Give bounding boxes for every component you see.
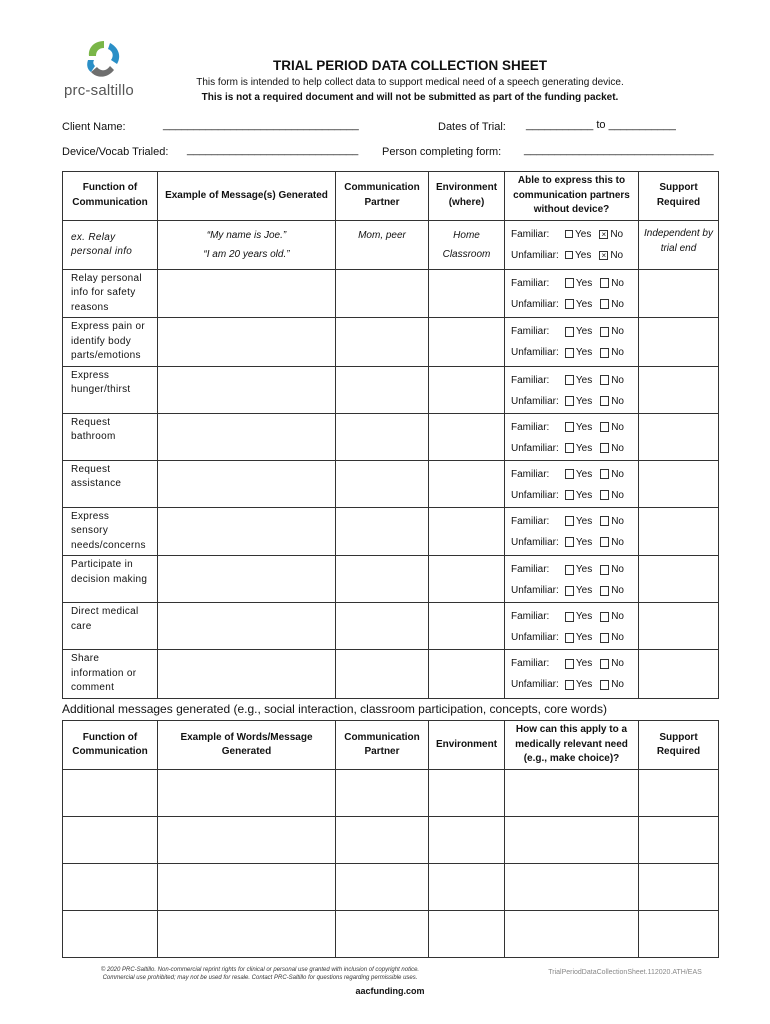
no-label: No xyxy=(611,277,624,289)
support-cell[interactable] xyxy=(639,413,719,460)
yes-label: Yes xyxy=(575,326,593,337)
environment-cell[interactable] xyxy=(429,318,505,367)
partner-cell[interactable] xyxy=(336,507,429,556)
no-label: No xyxy=(611,489,624,501)
message-cell[interactable] xyxy=(158,770,336,817)
able-cell xyxy=(505,318,639,367)
able-cell xyxy=(505,650,639,699)
checkbox-icon[interactable] xyxy=(600,659,609,669)
familiar-label: Familiar: xyxy=(511,611,550,622)
medical-need-cell[interactable] xyxy=(505,864,639,911)
message-cell[interactable] xyxy=(158,911,336,958)
table-row xyxy=(63,817,719,864)
example-row xyxy=(63,220,719,269)
table-header-row xyxy=(63,721,719,770)
yes-label: Yes xyxy=(575,249,592,261)
header-environment: Environment (where) xyxy=(429,172,505,221)
environment-cell[interactable] xyxy=(429,650,505,699)
no-label: No xyxy=(611,468,624,480)
function-cell[interactable] xyxy=(63,770,158,817)
person-completing-line[interactable]: _______________________________ xyxy=(524,144,714,156)
familiar-label: Familiar: xyxy=(511,374,550,386)
familiar-label: Familiar: xyxy=(511,658,550,669)
support-cell[interactable] xyxy=(639,556,719,603)
person-completing-label: Person completing form: xyxy=(382,146,502,158)
checkbox-icon[interactable] xyxy=(600,490,609,500)
yes-label: Yes xyxy=(575,347,593,358)
no-label: No xyxy=(611,326,624,337)
partner-cell[interactable] xyxy=(336,817,429,864)
no-label: No xyxy=(611,536,624,548)
unfamiliar-label: Unfamiliar: xyxy=(511,347,559,358)
page-disclaimer: This is not a required document and will not be submitted as part of the funding packet. xyxy=(201,92,619,103)
partner-cell[interactable] xyxy=(336,770,429,817)
dates-of-trial-line[interactable]: ___________ to ___________ xyxy=(526,119,676,131)
table-row xyxy=(63,864,719,911)
checkbox-icon[interactable] xyxy=(565,422,574,432)
no-label: No xyxy=(611,679,624,690)
partner-cell[interactable] xyxy=(336,366,429,413)
table-row xyxy=(63,366,719,413)
dates-of-trial-label: Dates of Trial: xyxy=(438,121,506,133)
function-cell: Participate in decision making xyxy=(63,556,158,603)
prc-saltillo-logo xyxy=(62,38,152,100)
header-support: Support Required xyxy=(639,172,719,221)
checkbox-icon[interactable] xyxy=(565,443,574,453)
table-row xyxy=(63,650,719,699)
familiar-label: Familiar: xyxy=(511,515,550,527)
checkbox-icon[interactable] xyxy=(600,327,609,337)
table-row xyxy=(63,507,719,556)
environment-cell[interactable] xyxy=(429,413,505,460)
client-name-label: Client Name: xyxy=(62,121,126,133)
table-header-row xyxy=(63,172,719,221)
partner-cell[interactable] xyxy=(336,413,429,460)
yes-label: Yes xyxy=(575,611,593,622)
checkbox-icon[interactable] xyxy=(565,278,574,288)
yes-label: Yes xyxy=(575,468,593,480)
yes-label: Yes xyxy=(575,564,593,575)
familiar-label: Familiar: xyxy=(511,277,550,289)
unfamiliar-label: Unfamiliar: xyxy=(511,249,559,261)
checkbox-icon[interactable] xyxy=(565,680,574,690)
header-medical-need: How can this apply to a medically relevant need (e.g., make choice)? xyxy=(505,721,639,770)
client-name-line[interactable]: ________________________________ xyxy=(163,119,359,131)
checkbox-icon[interactable] xyxy=(600,516,609,526)
table-row xyxy=(63,556,719,603)
table-row xyxy=(63,269,719,318)
checked-checkbox-icon[interactable]: × xyxy=(599,251,608,260)
support-cell[interactable] xyxy=(639,507,719,556)
yes-label: Yes xyxy=(575,228,592,240)
copyright-line-2: Commercial use prohibited; may not be used for resale. Contact PRC-Saltillo for questions regarding permissible uses. xyxy=(102,975,418,982)
familiar-label: Familiar: xyxy=(511,326,550,337)
table-row xyxy=(63,460,719,507)
checkbox-icon[interactable] xyxy=(565,565,574,575)
function-cell: Share information or comment xyxy=(63,650,158,699)
yes-label: Yes xyxy=(575,632,593,643)
function-cell[interactable] xyxy=(63,817,158,864)
familiar-label: Familiar: xyxy=(511,468,550,480)
function-cell[interactable] xyxy=(63,864,158,911)
partner-cell[interactable] xyxy=(336,269,429,318)
unfamiliar-label: Unfamiliar: xyxy=(511,536,559,548)
logo-text: prc-saltillo xyxy=(64,82,134,99)
page-title: TRIAL PERIOD DATA COLLECTION SHEET xyxy=(272,58,547,73)
trial-data-table xyxy=(62,171,719,699)
checkbox-icon[interactable] xyxy=(565,586,574,596)
yes-label: Yes xyxy=(575,658,593,669)
footer-site-link[interactable]: aacfunding.com xyxy=(355,986,425,996)
no-label: No xyxy=(611,611,624,622)
checkbox-icon[interactable] xyxy=(565,327,574,337)
checkbox-icon[interactable] xyxy=(565,633,574,643)
function-cell: Relay personal info for safety reasons xyxy=(63,269,158,318)
function-cell: Express hunger/thirst xyxy=(63,366,158,413)
message-cell[interactable] xyxy=(158,817,336,864)
function-cell[interactable] xyxy=(63,911,158,958)
checkbox-icon[interactable] xyxy=(600,278,609,288)
example-environment xyxy=(429,220,505,269)
example-message xyxy=(158,220,336,269)
able-cell xyxy=(505,413,639,460)
support-cell[interactable] xyxy=(639,318,719,367)
example-environment-2: Classroom xyxy=(442,248,491,260)
partner-cell[interactable] xyxy=(336,603,429,650)
additional-messages-table xyxy=(62,720,719,958)
example-function: ex. Relay personal info xyxy=(63,220,158,269)
checkbox-icon[interactable] xyxy=(565,516,574,526)
yes-label: Yes xyxy=(575,298,593,310)
function-cell: Request bathroom xyxy=(63,413,158,460)
document-id: TrialPeriodDataCollectionSheet.112020.ATH/EAS xyxy=(548,969,702,976)
checkbox-icon[interactable] xyxy=(600,299,609,309)
header-able-to-express: Able to express this to communication partners without device? xyxy=(505,172,639,221)
checkbox-icon[interactable] xyxy=(600,612,609,622)
environment-cell[interactable] xyxy=(429,269,505,318)
yes-label: Yes xyxy=(575,536,593,548)
copyright-line-1: © 2020 PRC-Saltillo. Non-commercial reprint rights for clinical or personal use granted with inclusion of copyright notice. xyxy=(100,967,420,973)
environment-cell[interactable] xyxy=(429,366,505,413)
table-row xyxy=(63,413,719,460)
checkbox-icon[interactable] xyxy=(600,537,609,547)
example-message-2: “I am 20 years old.” xyxy=(203,248,290,260)
support-cell[interactable] xyxy=(639,460,719,507)
environment-cell[interactable] xyxy=(429,817,505,864)
environment-cell[interactable] xyxy=(429,556,505,603)
table-row xyxy=(63,603,719,650)
checkbox-icon[interactable] xyxy=(565,490,574,500)
checkbox-icon[interactable] xyxy=(600,422,609,432)
checkbox-icon[interactable] xyxy=(565,537,574,547)
unfamiliar-label: Unfamiliar: xyxy=(511,679,559,690)
function-cell: Express pain or identify body parts/emotions xyxy=(63,318,158,367)
no-label: No xyxy=(611,347,624,358)
device-vocab-line[interactable]: ____________________________ xyxy=(187,144,359,156)
header-example: Example of Words/Message Generated xyxy=(158,721,336,770)
example-support: Independent by trial end xyxy=(639,220,719,269)
function-cell: Request assistance xyxy=(63,460,158,507)
medical-need-cell[interactable] xyxy=(505,911,639,958)
additional-messages-label: Additional messages generated (e.g., social interaction, classroom participation, concepts, core words) xyxy=(62,702,607,716)
example-environment-1: Home xyxy=(453,229,480,241)
header-function: Function of Communication xyxy=(63,721,158,770)
no-label: No xyxy=(610,249,624,261)
table-row xyxy=(63,911,719,958)
logo-mark-icon xyxy=(80,38,128,82)
checkbox-icon[interactable] xyxy=(600,565,609,575)
checkbox-icon[interactable] xyxy=(600,469,609,479)
partner-cell[interactable] xyxy=(336,318,429,367)
unfamiliar-label: Unfamiliar: xyxy=(511,298,559,310)
no-label: No xyxy=(611,298,624,310)
message-cell[interactable] xyxy=(158,413,336,460)
no-label: No xyxy=(611,585,624,596)
environment-cell[interactable] xyxy=(429,460,505,507)
no-label: No xyxy=(611,658,624,669)
environment-cell[interactable] xyxy=(429,911,505,958)
support-cell[interactable] xyxy=(639,650,719,699)
table-row xyxy=(63,770,719,817)
message-cell[interactable] xyxy=(158,318,336,367)
checkbox-icon[interactable] xyxy=(600,443,609,453)
checkbox-icon[interactable] xyxy=(565,375,574,385)
checkbox-icon[interactable] xyxy=(565,348,574,358)
copyright-notice xyxy=(70,966,450,983)
message-cell[interactable] xyxy=(158,556,336,603)
able-cell xyxy=(505,366,639,413)
medical-need-cell[interactable] xyxy=(505,817,639,864)
yes-label: Yes xyxy=(575,374,593,386)
environment-cell[interactable] xyxy=(429,507,505,556)
unfamiliar-label: Unfamiliar: xyxy=(511,442,559,454)
checkbox-icon[interactable] xyxy=(565,299,574,309)
yes-label: Yes xyxy=(575,515,593,527)
yes-label: Yes xyxy=(575,442,593,454)
header-partner: Communication Partner xyxy=(336,172,429,221)
header-function: Function of Communication xyxy=(63,172,158,221)
message-cell[interactable] xyxy=(158,269,336,318)
checkbox-icon[interactable] xyxy=(600,396,609,406)
able-cell xyxy=(505,603,639,650)
header-example: Example of Message(s) Generated xyxy=(158,172,336,221)
yes-label: Yes xyxy=(575,421,593,433)
checkbox-icon[interactable] xyxy=(600,586,609,596)
checkbox-icon[interactable] xyxy=(565,612,574,622)
environment-cell[interactable] xyxy=(429,603,505,650)
able-cell xyxy=(505,269,639,318)
able-cell xyxy=(505,556,639,603)
yes-label: Yes xyxy=(575,395,593,407)
support-cell[interactable] xyxy=(639,366,719,413)
unfamiliar-label: Unfamiliar: xyxy=(511,489,559,501)
checkbox-icon[interactable] xyxy=(565,230,573,238)
checkbox-icon[interactable] xyxy=(565,251,573,259)
able-cell xyxy=(505,460,639,507)
header-partner: Communication Partner xyxy=(336,721,429,770)
checkbox-icon[interactable] xyxy=(565,469,574,479)
partner-cell[interactable] xyxy=(336,460,429,507)
yes-label: Yes xyxy=(575,679,593,690)
unfamiliar-label: Unfamiliar: xyxy=(511,395,559,407)
familiar-label: Familiar: xyxy=(511,421,550,433)
function-cell: Express sensory needs/concerns xyxy=(63,507,158,556)
no-label: No xyxy=(611,515,624,527)
page-subtitle: This form is intended to help collect data to support medical need of a speech generating device. xyxy=(196,77,624,88)
no-label: No xyxy=(611,421,624,433)
no-label: No xyxy=(610,228,624,240)
familiar-label: Familiar: xyxy=(511,564,550,575)
message-cell[interactable] xyxy=(158,460,336,507)
no-label: No xyxy=(611,632,624,643)
message-cell[interactable] xyxy=(158,864,336,911)
medical-need-cell[interactable] xyxy=(505,770,639,817)
no-label: No xyxy=(611,395,624,407)
partner-cell[interactable] xyxy=(336,650,429,699)
no-label: No xyxy=(611,374,624,386)
environment-cell[interactable] xyxy=(429,864,505,911)
checkbox-icon[interactable] xyxy=(565,396,574,406)
checkbox-icon[interactable] xyxy=(565,659,574,669)
checkbox-icon[interactable] xyxy=(600,680,609,690)
message-cell[interactable] xyxy=(158,603,336,650)
support-cell[interactable] xyxy=(639,603,719,650)
support-cell[interactable] xyxy=(639,817,719,864)
support-cell[interactable] xyxy=(639,911,719,958)
partner-cell[interactable] xyxy=(336,556,429,603)
device-vocab-label: Device/Vocab Trialed: xyxy=(62,146,169,158)
message-cell[interactable] xyxy=(158,366,336,413)
message-cell[interactable] xyxy=(158,507,336,556)
example-message-1: “My name is Joe.” xyxy=(206,229,287,241)
checkbox-icon[interactable] xyxy=(600,375,609,385)
partner-cell[interactable] xyxy=(336,911,429,958)
able-cell xyxy=(505,507,639,556)
no-label: No xyxy=(611,564,624,575)
unfamiliar-label: Unfamiliar: xyxy=(511,585,559,596)
yes-label: Yes xyxy=(575,489,593,501)
familiar-label: Familiar: xyxy=(511,228,550,240)
environment-cell[interactable] xyxy=(429,770,505,817)
support-cell[interactable] xyxy=(639,269,719,318)
example-able-cell xyxy=(505,220,639,269)
unfamiliar-label: Unfamiliar: xyxy=(511,632,559,643)
header-support: Support Required xyxy=(639,721,719,770)
message-cell[interactable] xyxy=(158,650,336,699)
checkbox-icon[interactable] xyxy=(600,348,609,358)
support-cell[interactable] xyxy=(639,770,719,817)
partner-cell[interactable] xyxy=(336,864,429,911)
example-partner: Mom, peer xyxy=(336,220,429,269)
no-label: No xyxy=(611,442,624,454)
yes-label: Yes xyxy=(575,277,593,289)
support-cell[interactable] xyxy=(639,864,719,911)
checked-checkbox-icon[interactable]: × xyxy=(599,230,608,239)
table-row xyxy=(63,318,719,367)
header-environment: Environment xyxy=(429,721,505,770)
yes-label: Yes xyxy=(575,585,593,596)
function-cell: Direct medical care xyxy=(63,603,158,650)
checkbox-icon[interactable] xyxy=(600,633,609,643)
